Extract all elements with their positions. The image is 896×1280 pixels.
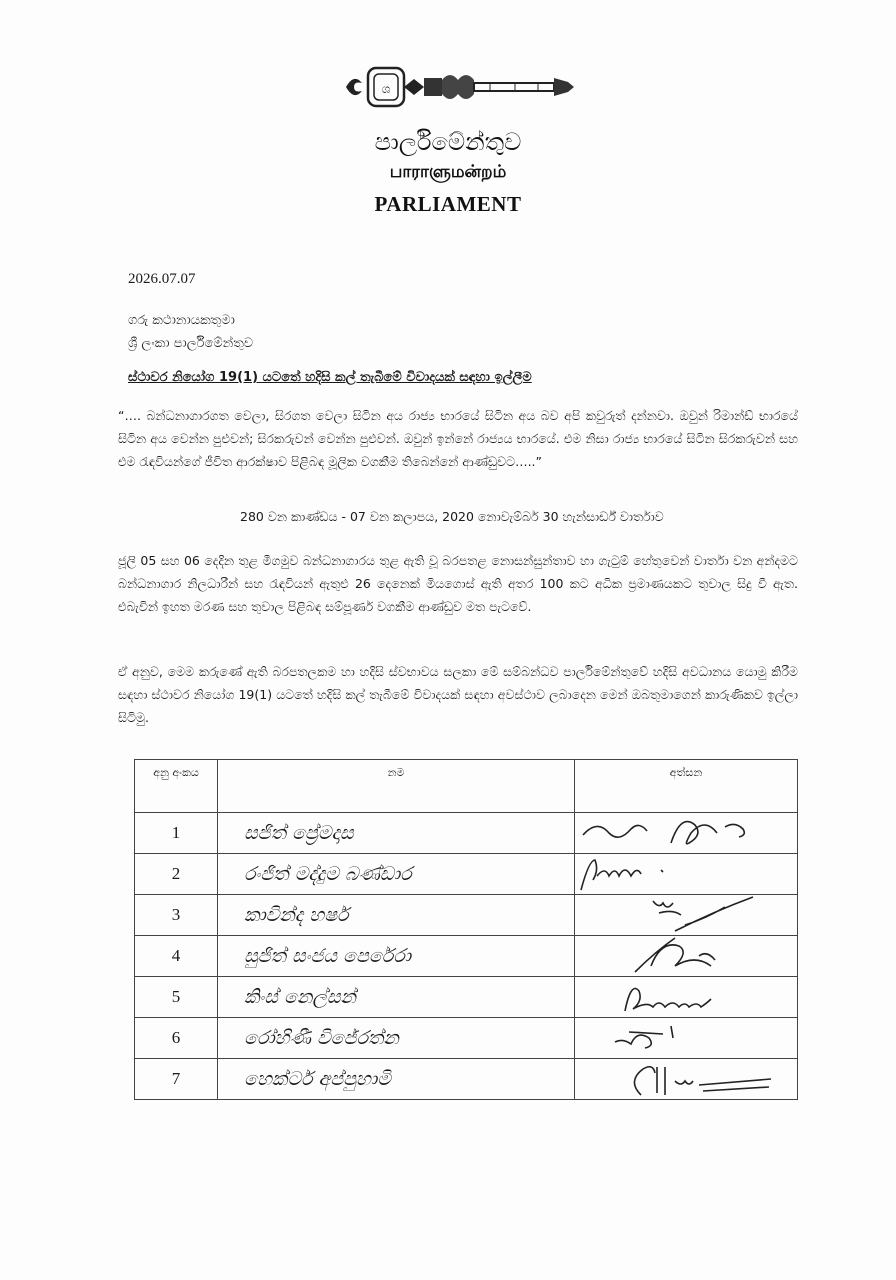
- svg-text:ශ: ශ: [381, 82, 391, 96]
- row-number: 4: [135, 936, 218, 977]
- row-number: 2: [135, 854, 218, 895]
- row-number: 1: [135, 813, 218, 854]
- row-number: 7: [135, 1059, 218, 1100]
- table-header-row: [135, 760, 798, 813]
- table-row: [135, 1059, 798, 1100]
- row-number: 5: [135, 977, 218, 1018]
- signature-icon: [575, 895, 797, 935]
- handwritten-name: රංජිත් මද්දුම බණ්ඩාර: [244, 863, 412, 885]
- column-header-number: අනු අංකය: [135, 760, 218, 813]
- table-row: [135, 977, 798, 1018]
- handwritten-name: හෙක්ටර් අප්පුහාමි: [244, 1068, 391, 1090]
- signature-icon: [575, 854, 797, 894]
- table-row: [135, 1018, 798, 1059]
- signature-icon: [575, 1059, 797, 1099]
- row-number: 3: [135, 895, 218, 936]
- handwritten-name: රෝහිණී විජේරත්න: [244, 1027, 399, 1049]
- hansard-quote: “…. බන්ධනාගාරගත වෙලා, සිරගත වෙලා සිටින අය රාජ්‍ය භාරයේ සිටින අය බව අපි කවුරුත් දන්නවා. ඔවුන් රිමාන්ඩ් භාරයේ සිටින අය වෙන්න පුළුවන්; සිරකරුවන් වෙන්න පුළුවන්. ඔවුන් ඉන්නේ රාජ්‍යය භාරයේ. එම නිසා රාජ්‍ය භාරයේ සිටින සිරකරුවන් සහ එම රැඳවියන්ගේ ජීවිත ආරක්ෂාව පිළිබඳ මූලික වගකීම තිබෙන්නේ ආණ්ඩුවට…..”: [118, 408, 798, 469]
- header-sinhala-title: පාර්ලිමේන්තුව: [374, 128, 522, 156]
- table-row: [135, 854, 798, 895]
- table-row: [135, 895, 798, 936]
- signatures-table: [134, 759, 798, 1100]
- table-row: [135, 936, 798, 977]
- signature-icon: [575, 1018, 797, 1058]
- handwritten-name: සජිත් ප්‍රේමදාස: [244, 822, 354, 844]
- signature-icon: [575, 813, 797, 853]
- row-number: 6: [135, 1018, 218, 1059]
- column-header-signature: අත්සන: [575, 760, 798, 813]
- body-paragraph-2: ඒ අනුව, මෙම කරුණේ ඇති බරපතලකම හා හදිසි ස්වභාවය සලකා මේ සම්බන්ධව පාර්ලිමේන්තුවේ හදිසි අවධානය යොමු කිරීම සඳහා ස්ථාවර නියෝග 19(1) යටතේ හදිසි කල් තැබීමේ විවාදයක් සඳහා අවස්ථාව ලබාදෙන මෙන් ඔබතුමාගෙන් කාරුණිකව ඉල්ලා සිටිමු.: [118, 664, 798, 725]
- handwritten-name: කාවින්ද හර්ෂ: [244, 904, 349, 926]
- header-english-title: PARLIAMENT: [374, 192, 522, 216]
- quote-source: 280 වන කාණ්ඩය - 07 වන කලාපය, 2020 නොවැම්බර් 30 හැන්සාර්ඩ් වාර්තාව: [240, 509, 664, 524]
- letter-subject: ස්ථාවර නියෝග 19(1) යටතේ හදිසි කල් තැබීමේ විවාදයක් සඳහා ඉල්ලීම: [128, 370, 532, 385]
- addressee-line-2: ශ්‍රී ලංකා පාර්ලිමේන්තුව: [128, 336, 254, 351]
- handwritten-name: සුජිත් සංජය පෙරේරා: [244, 945, 411, 967]
- header-tamil-title: பாராளுமன்றம்: [389, 162, 507, 182]
- column-header-name: නම: [218, 760, 575, 813]
- table-row: [135, 813, 798, 854]
- parliament-mace-icon: [340, 62, 580, 112]
- addressee-line-1: ගරු කථානායකතුමා: [128, 313, 235, 328]
- letter-date: 2026.07.07: [128, 271, 196, 287]
- signature-icon: [575, 977, 797, 1017]
- body-paragraph-1: ජූලි 05 සහ 06 දෙදින තුළ මීගමුව බන්ධනාගාරය තුළ ඇති වූ බරපතළ නොසන්සුන්තාව හා ගැටුම් හේතුවෙන් වාර්තා වන අන්දමට බන්ධනාගාර නිලධාරීන් සහ රැඳවියන් ඇතුළු 26 දෙනෙක් මියගොස් ඇති අතර 100 කට අධික ප්‍රමාණයකට තුවාල සිදු වී ඇත. එබැවින් ඉහත මරණ සහ තුවාල පිළිබඳ සම්පූර්ණ වගකීම ආණ්ඩුව මත පැටවේ.: [118, 553, 798, 614]
- signature-icon: [575, 936, 797, 976]
- handwritten-name: කිංස් නෙල්සන්: [244, 986, 356, 1008]
